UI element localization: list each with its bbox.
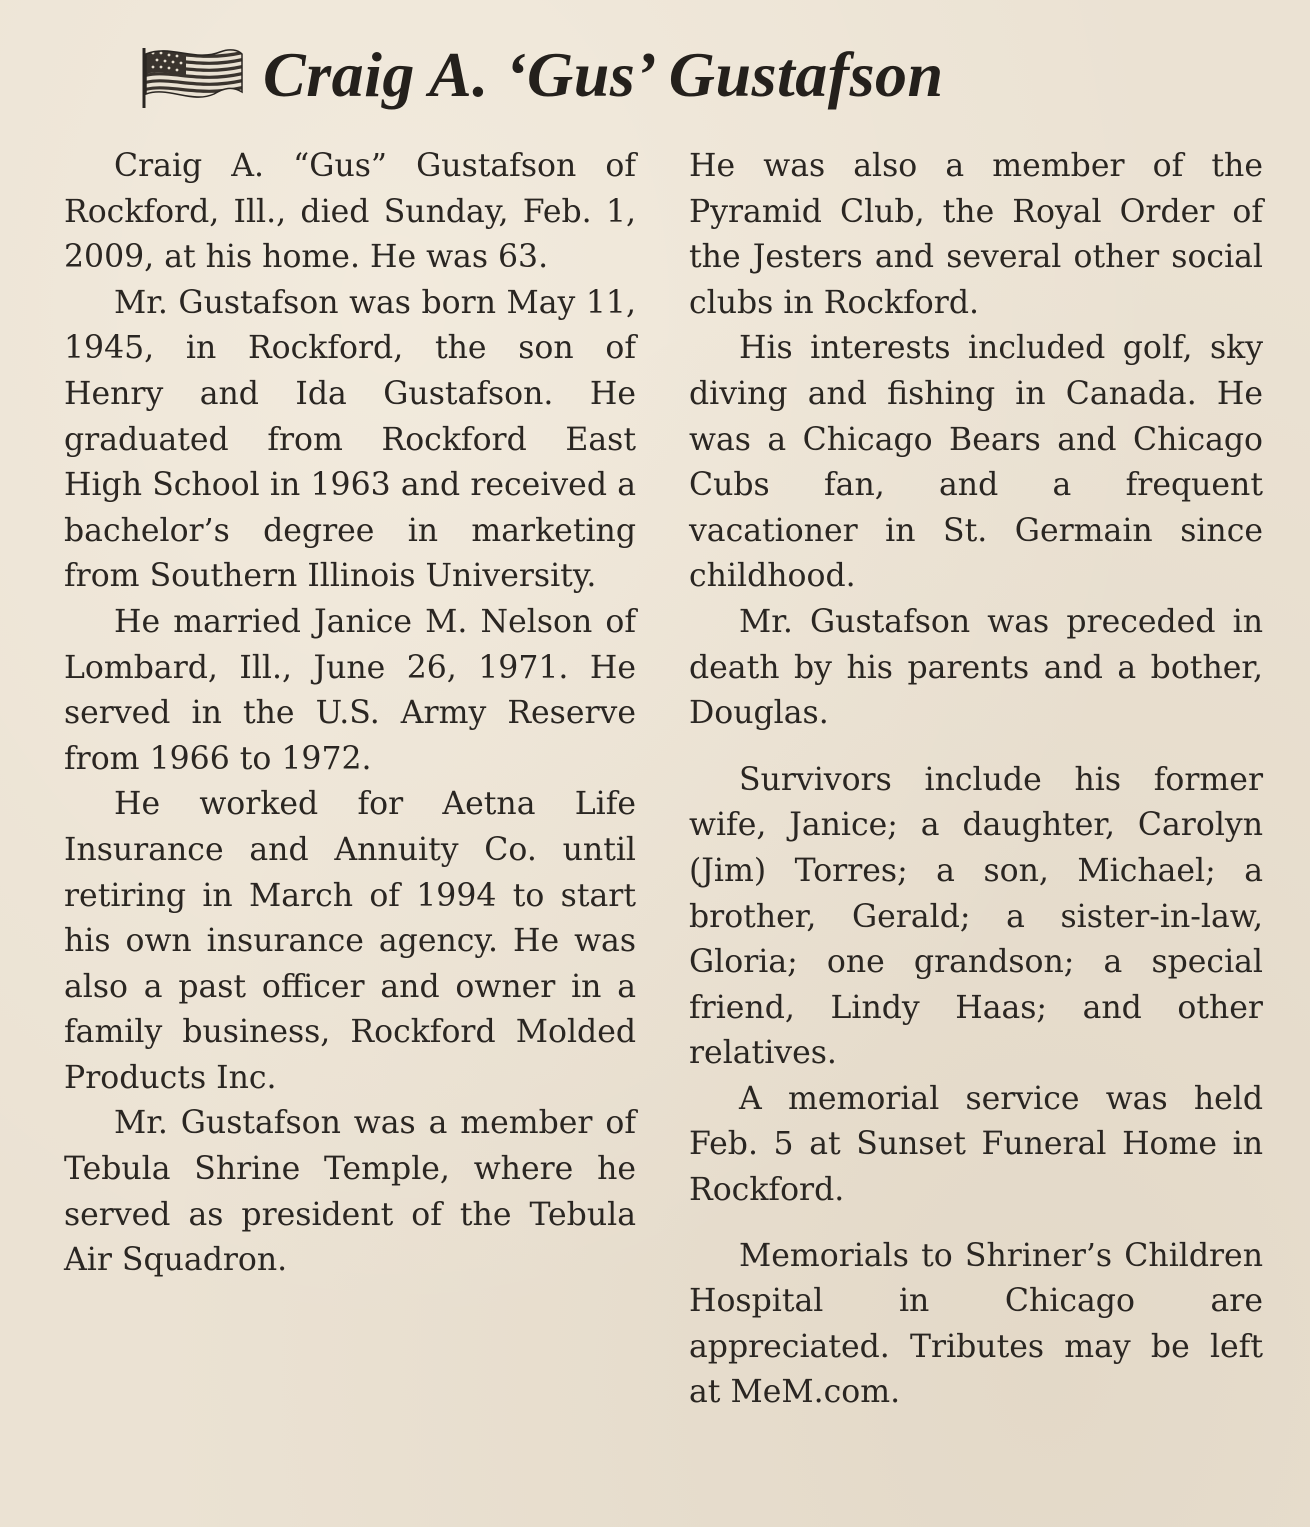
paragraph-shrine-membership: Mr. Gustafson was a member of Tebula Shrine Temple, where he served as president of the Tebula Air Squadron. — [64, 1105, 636, 1279]
paragraph-birth-education: Mr. Gustafson was born May 11, 1945, in Rockford, the son of Henry and Ida Gustafson. He graduated from Rockford East High School in 1963 and received a bachelor’s degree in marketing from Southern Illinois University. — [64, 284, 636, 595]
left-column — [64, 144, 636, 1284]
paragraph-marriage-service: He married Janice M. Nelson of Lombard, Ill., June 26, 1971. He served in the U.S. Army Reserve from 1966 to 1972. — [64, 603, 636, 777]
obituary-title: Craig A. ‘Gus’ Gustafson — [263, 39, 944, 110]
paragraph-clubs: He was also a member of the Pyramid Club, the Royal Order of the Jesters and several other social clubs in Rockford. — [689, 148, 1263, 321]
paragraph-career: He worked for Aetna Life Insurance and Annuity Co. until retiring in March of 1994 to start his own insurance agency. He was also a past officer and owner in a family business, Rockford Molded Products Inc. — [64, 786, 636, 1096]
paragraph-preceded: Mr. Gustafson was preceded in death by his parents and a bother, Douglas. — [689, 603, 1263, 732]
american-flag-icon — [140, 40, 245, 110]
paragraph-service: A memorial service was held Feb. 5 at Sunset Funeral Home in Rockford. — [689, 1080, 1263, 1209]
right-column — [689, 144, 1263, 1416]
paragraph-interests: His interests included golf, sky diving and fishing in Canada. He was a Chicago Bears and Chicago Cubs fan, and a frequent vacationer in St. Germain since childhood. — [689, 330, 1263, 595]
paragraph-memorials: Memorials to Shriner’s Children Hospital in Chicago are appreciated. Tributes may be left at MeM.com. — [689, 1237, 1263, 1411]
obituary-headline — [140, 30, 1190, 120]
paragraph-survivors: Survivors include his former wife, Janice; a daughter, Carolyn (Jim) Torres; a son, Michael; a brother, Gerald; a sister-in-law, Gloria; one grandson; a special friend, Lindy Haas; and other relatives. — [689, 761, 1263, 1072]
paragraph-death-notice: Craig A. “Gus” Gustafson of Rockford, Ill., died Sunday, Feb. 1, 2009, at his home. He was 63. — [64, 148, 636, 276]
